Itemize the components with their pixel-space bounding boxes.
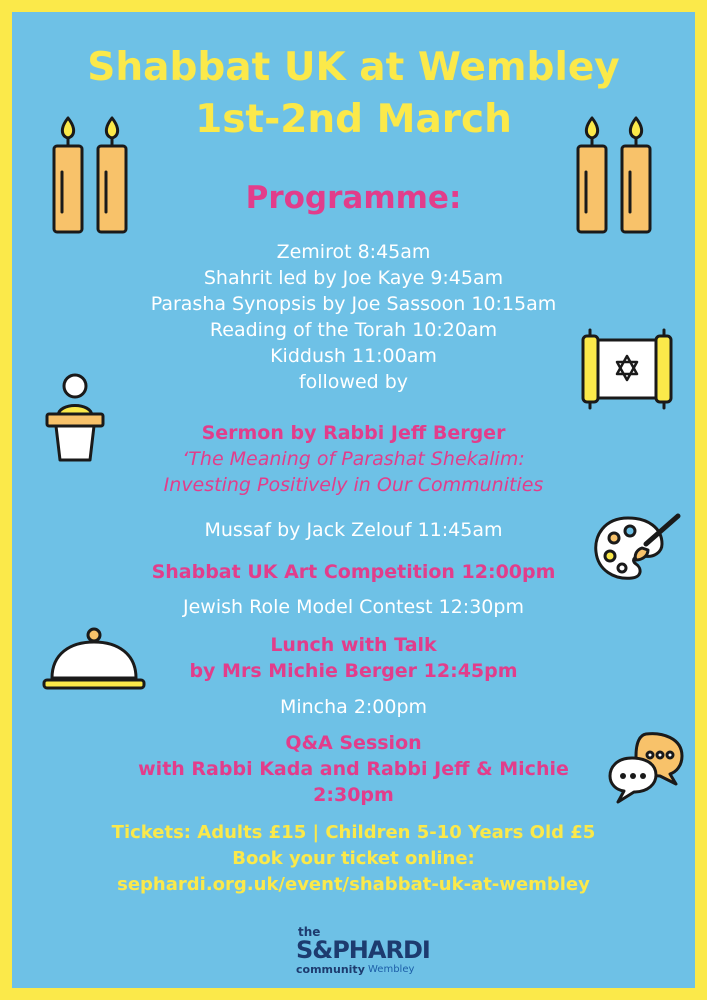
qa-heading: Q&A Session <box>285 732 422 754</box>
schedule-item-shahrit: Shahrit led by Joe Kaye 9:45am <box>203 267 504 289</box>
poster-title-line1: Shabbat UK at Wembley <box>87 45 620 90</box>
booking-url-link[interactable]: sephardi.org.uk/event/shabbat-uk-at-wembley <box>117 874 590 895</box>
candles-icon <box>48 112 134 238</box>
candles-icon <box>572 112 658 238</box>
art-competition: Shabbat UK Art Competition 12:00pm <box>151 561 556 583</box>
logo-community: community <box>296 963 365 976</box>
sermon-subtitle-line2: Investing Positively in Our Communities <box>163 474 544 496</box>
qa-time: 2:30pm <box>313 784 394 806</box>
lunch-heading: Lunch with Talk <box>270 634 437 656</box>
logo-name: S&PHARDI <box>296 936 430 964</box>
role-model-contest: Jewish Role Model Contest 12:30pm <box>183 596 524 618</box>
ticket-prices: Tickets: Adults £15 | Children 5-10 Years Old £5 <box>111 822 596 843</box>
schedule-followed-by: followed by <box>298 371 409 393</box>
schedule-item-torah-reading: Reading of the Torah 10:20am <box>209 319 498 341</box>
torah-scroll-icon <box>578 326 676 412</box>
poster-title-line2: 1st-2nd March <box>195 97 512 142</box>
sermon-heading: Sermon by Rabbi Jeff Berger <box>201 422 506 444</box>
sephardi-community-logo <box>292 925 452 980</box>
schedule-item-mincha: Mincha 2:00pm <box>279 696 428 718</box>
sermon-subtitle-line1: ‘The Meaning of Parashat Shekalim: <box>182 448 525 470</box>
qa-speakers: with Rabbi Kada and Rabbi Jeff & Michie <box>138 758 569 780</box>
chat-bubbles-icon <box>606 728 688 806</box>
lunch-speaker: by Mrs Michie Berger 12:45pm <box>189 660 518 682</box>
logo-location: Wembley <box>368 964 415 975</box>
booking-instruction: Book your ticket online: <box>232 848 475 869</box>
schedule-item-kiddush: Kiddush 11:00am <box>270 345 437 367</box>
logo-the: the <box>298 925 321 939</box>
programme-heading: Programme: <box>245 180 462 216</box>
schedule-item-parasha: Parasha Synopsis by Joe Sassoon 10:15am <box>150 293 557 315</box>
schedule-item-zemirot: Zemirot 8:45am <box>276 241 431 263</box>
schedule-item-mussaf: Mussaf by Jack Zelouf 11:45am <box>204 519 503 541</box>
